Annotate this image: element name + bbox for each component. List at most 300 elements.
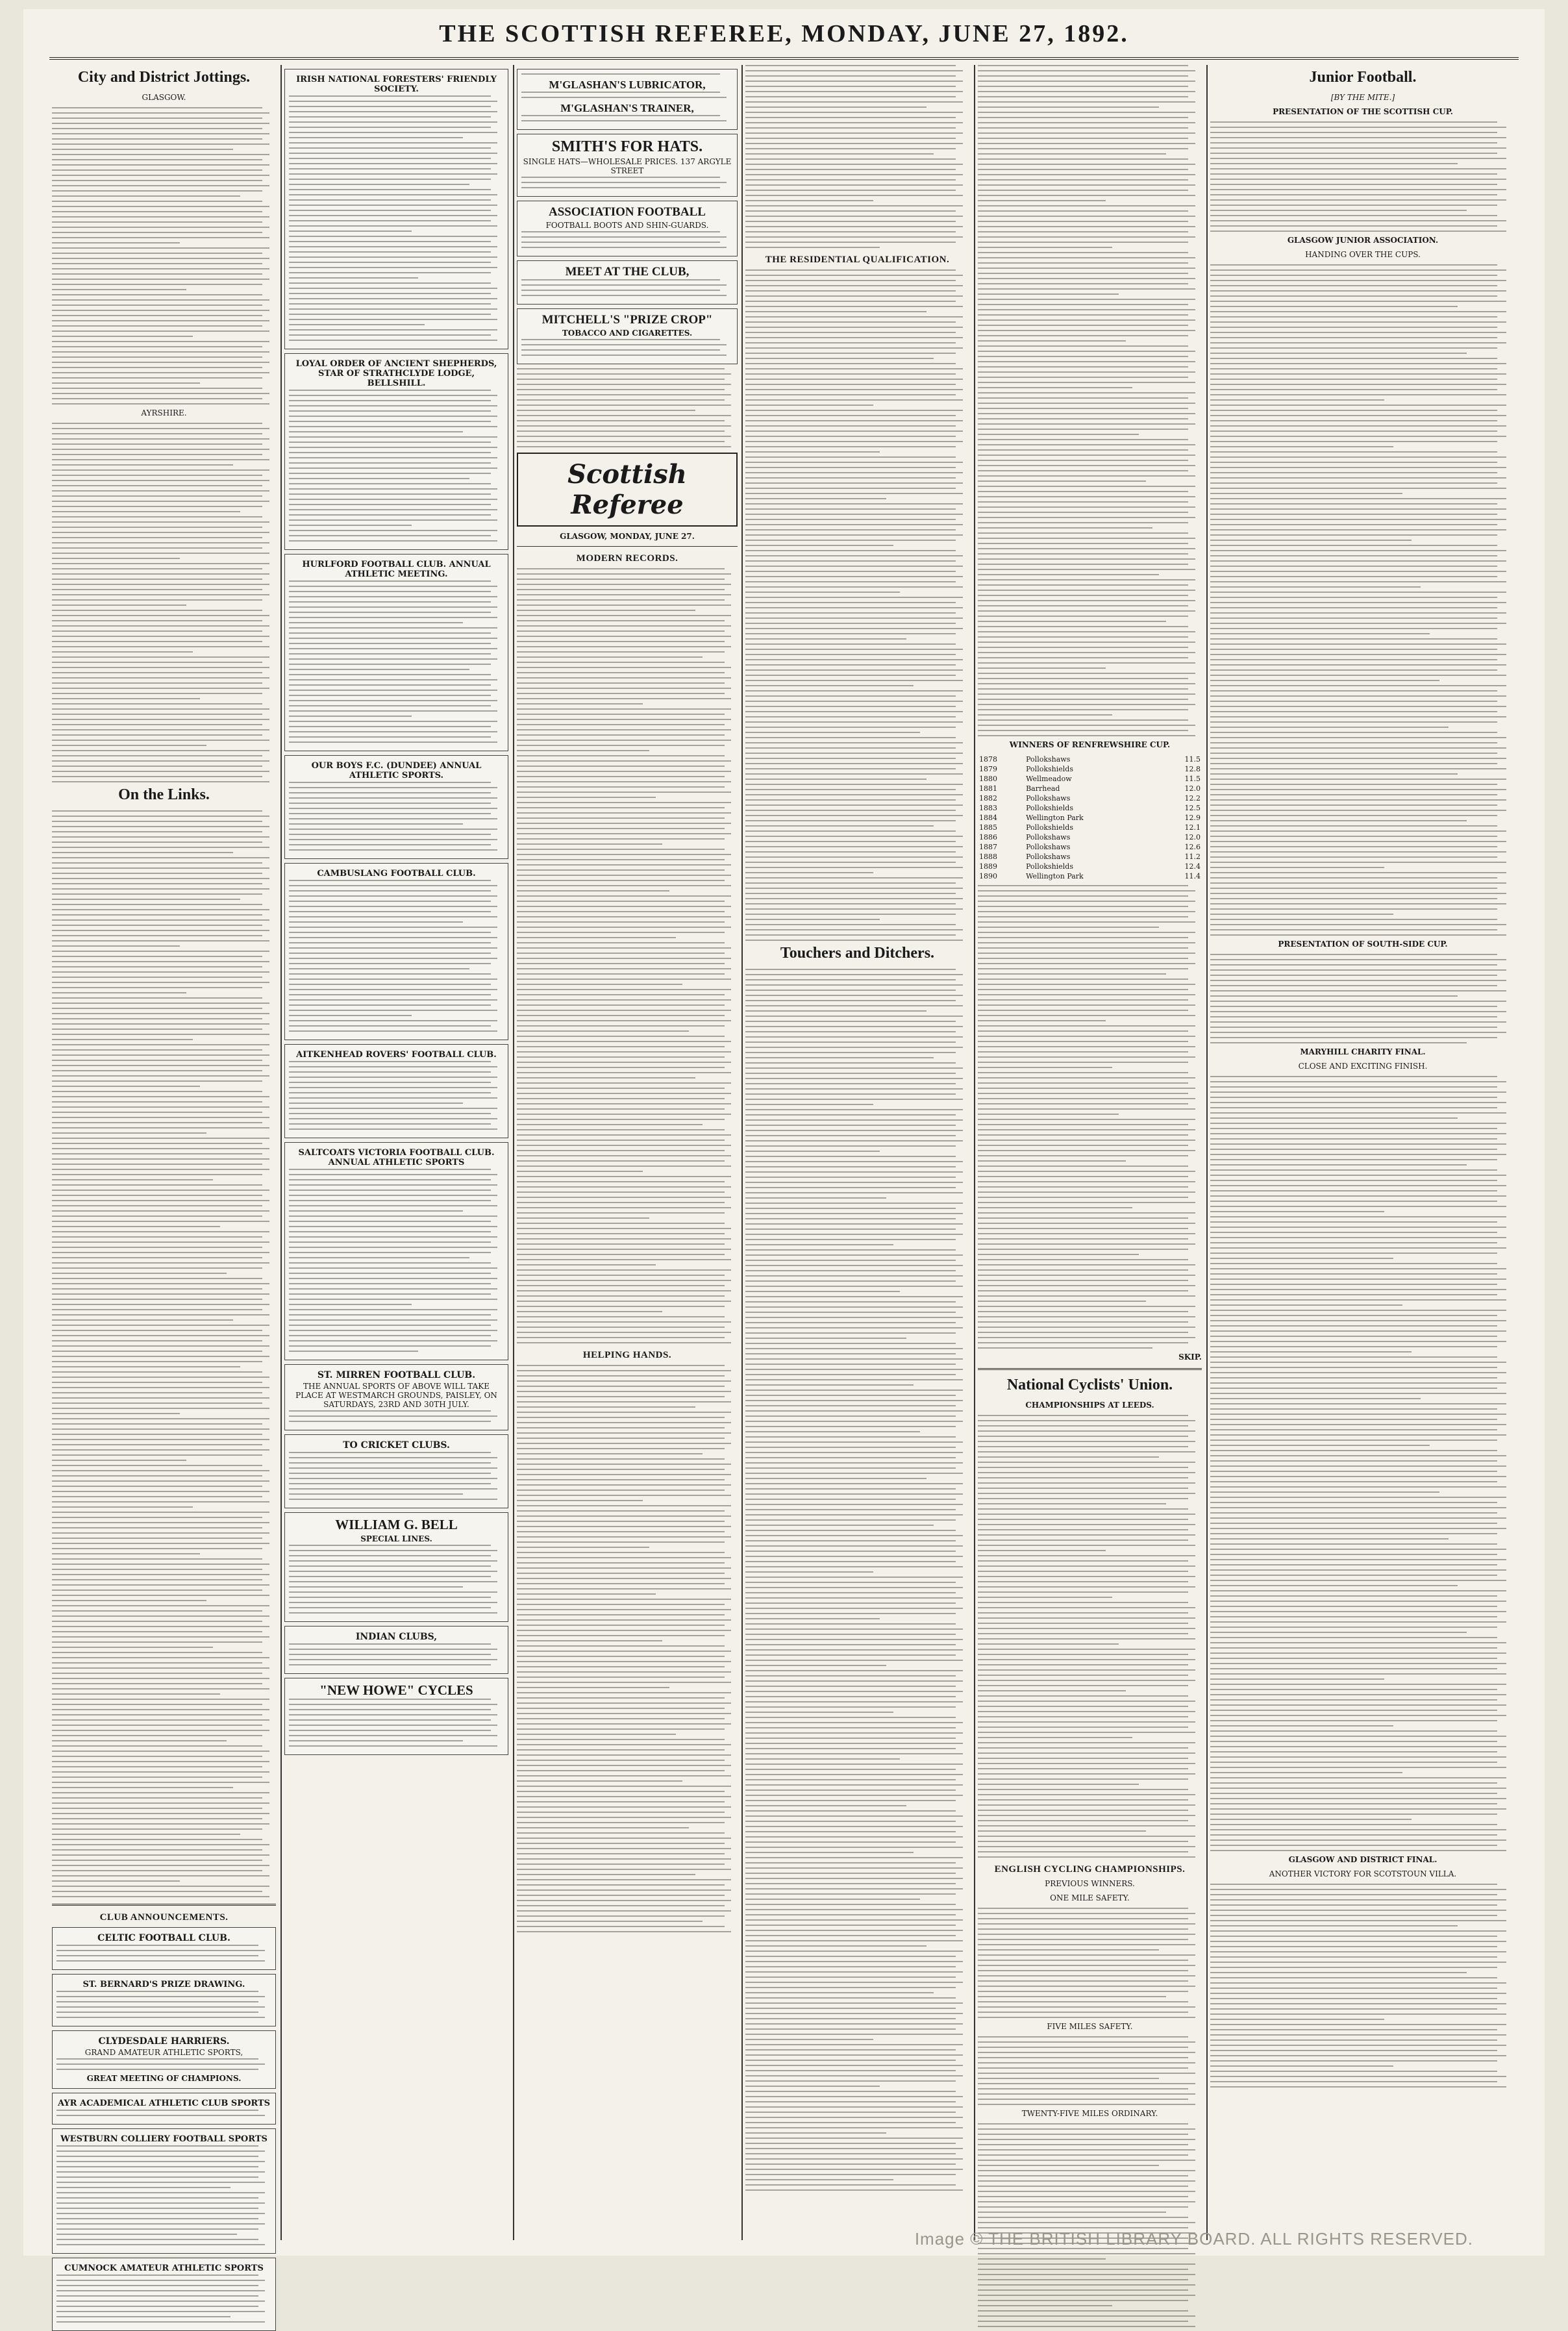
text-line: [1210, 1658, 1497, 1659]
text-line: [978, 1114, 1119, 1115]
text-line: [745, 1597, 963, 1599]
text-line: [1210, 1720, 1497, 1721]
table-cell: 12.6: [1184, 843, 1201, 851]
text-line: [52, 1356, 269, 1357]
text-line: [745, 919, 880, 920]
text-line: [745, 1753, 963, 1754]
text-line: [289, 1309, 497, 1310]
text-line: [289, 742, 497, 743]
text-line: [289, 1602, 497, 1603]
text-line: [745, 1021, 956, 1022]
text-line: [52, 1340, 262, 1341]
text-line: [978, 1851, 1188, 1852]
text-line: [745, 1857, 963, 1858]
text-line: [978, 403, 1195, 404]
text-line: [745, 1670, 963, 1671]
text-line: [745, 929, 963, 930]
text-line: [289, 189, 491, 190]
text-line: [1210, 121, 1497, 123]
text-line: [978, 1565, 1195, 1567]
text-line: [978, 1742, 1195, 1743]
text-line: [289, 1699, 491, 1700]
text-line: [745, 2049, 956, 2051]
text-line: [289, 106, 491, 107]
text-line: [745, 1561, 956, 1562]
text-line: [978, 423, 1195, 425]
text-line: [517, 1588, 731, 1589]
text-line: [745, 1743, 963, 1744]
text-line: [978, 1571, 1188, 1572]
text-line: [517, 1422, 731, 1423]
text-line: [745, 789, 956, 790]
text-line: [978, 1690, 1126, 1691]
text-line: [978, 1794, 1195, 1795]
text-line: [978, 91, 1195, 92]
text-line: [1210, 436, 1506, 437]
table-row: [978, 842, 1202, 852]
text-line: [1210, 2003, 1506, 2004]
text-line: [517, 1432, 731, 1434]
text-line: [52, 1475, 262, 1477]
text-line: [52, 1886, 269, 1887]
text-line: [517, 1786, 731, 1787]
text-line: [1210, 914, 1393, 915]
text-line: [745, 200, 873, 201]
text-line: [1210, 1351, 1412, 1352]
text-line: [978, 610, 1195, 612]
text-line: [1210, 1538, 1449, 1539]
text-line: [517, 1342, 731, 1343]
text-line: [745, 550, 956, 551]
table-cell: 1884: [979, 814, 997, 822]
text-line: [52, 263, 262, 264]
text-line: [745, 1177, 956, 1178]
text-line: [517, 379, 725, 380]
text-line: [978, 527, 1152, 529]
text-line: [52, 1003, 269, 1004]
text-line: [52, 1652, 262, 1653]
text-line: [517, 1129, 725, 1130]
text-line: [745, 1483, 963, 1484]
text-line: [1210, 1993, 1506, 1994]
text-line: [745, 643, 956, 645]
text-line: [517, 1541, 725, 1543]
text-line: [289, 1066, 497, 1067]
text-line: [978, 2263, 1195, 2265]
text-line: [745, 706, 956, 707]
text-line: [517, 776, 725, 777]
text-line: [978, 247, 1112, 248]
text-line: [289, 580, 491, 582]
text-line: [52, 315, 262, 316]
text-line: [745, 1566, 963, 1567]
text-line: [1210, 1138, 1497, 1140]
divider: [978, 1368, 1202, 1370]
text-line: [289, 1267, 497, 1269]
text-line: [289, 1215, 497, 1217]
text-line: [978, 1462, 1195, 1463]
text-line: [978, 699, 1188, 700]
text-line: [1210, 1154, 1506, 1155]
text-line: [745, 91, 963, 92]
text-line: [745, 1104, 873, 1105]
text-line: [289, 994, 491, 995]
text-line: [1210, 1824, 1497, 1825]
text-line: [745, 1374, 956, 1375]
text-line: [52, 398, 262, 399]
text-line: [289, 334, 491, 336]
text-line: [289, 726, 491, 727]
text-line: [978, 2139, 1195, 2140]
text-line: [289, 1581, 497, 1582]
text-line: [1210, 332, 1506, 333]
text-line: [1210, 1476, 1506, 1477]
text-line: [745, 368, 963, 369]
text-line: [517, 1749, 725, 1751]
text-line: [52, 1460, 186, 1461]
text-line: [978, 1134, 1188, 1136]
text-line: [52, 826, 269, 827]
text-line: [289, 787, 497, 788]
table-cell: 12.0: [1184, 784, 1201, 793]
text-line: [517, 1140, 725, 1141]
text-line: [978, 158, 1188, 160]
text-line: [745, 117, 956, 118]
text-line: [289, 927, 497, 928]
text-line: [1210, 2019, 1384, 2020]
text-line: [1210, 903, 1506, 904]
text-line: [52, 1226, 220, 1227]
text-line: [745, 1841, 956, 1843]
text-line: [1210, 389, 1497, 390]
article-text: [1210, 1884, 1515, 2088]
subheading-previous-winners: PREVIOUS WINNERS.: [1045, 1879, 1135, 1888]
text-line: [56, 2161, 265, 2162]
text-line: [1210, 1377, 1497, 1378]
text-line: [745, 2179, 893, 2180]
text-line: [745, 306, 963, 307]
text-line: [289, 1493, 463, 1495]
text-line: [52, 1309, 262, 1310]
text-line: [745, 1166, 956, 1167]
text-line: [517, 828, 725, 829]
text-line: [978, 1098, 1195, 1099]
text-line: [1210, 363, 1506, 364]
text-line: [1210, 488, 1506, 489]
text-line: [52, 1408, 269, 1409]
text-line: [978, 1628, 1195, 1629]
text-line: [745, 1904, 956, 1905]
text-line: [289, 293, 491, 294]
text-line: [289, 452, 491, 453]
text-line: [52, 1210, 269, 1212]
text-line: [517, 1796, 731, 1797]
text-line: [1210, 1730, 1497, 1732]
text-line: [1210, 851, 1506, 853]
text-line: [517, 641, 725, 642]
text-line: [978, 2088, 1188, 2089]
text-line: [517, 937, 676, 938]
table-cell: Pollokshaws: [1026, 794, 1071, 803]
text-line: [745, 1353, 956, 1354]
text-line: [52, 1387, 269, 1388]
text-line: [289, 823, 463, 825]
text-line: [289, 267, 497, 268]
text-line: [978, 1649, 1195, 1650]
text-line: [1210, 1564, 1497, 1565]
text-line: [52, 464, 233, 466]
text-line: [745, 1410, 963, 1412]
text-line: [1210, 1559, 1506, 1560]
text-line: [52, 336, 193, 337]
text-line: [745, 984, 963, 986]
text-line: [745, 882, 956, 884]
text-line: [745, 1639, 963, 1640]
text-line: [745, 1847, 963, 1848]
text-line: [1210, 1185, 1506, 1186]
text-line: [517, 667, 731, 668]
text-line: [52, 1091, 262, 1092]
text-line: [52, 284, 262, 285]
text-line: [52, 1782, 269, 1783]
article-text: [52, 107, 276, 405]
text-line: [289, 442, 491, 443]
text-line: [978, 890, 1195, 891]
table-cell: Pollokshaws: [1026, 755, 1071, 764]
text-line: [978, 1514, 1195, 1515]
text-line: [978, 1908, 1188, 1909]
text-line: [52, 951, 269, 952]
table-cell: 11.4: [1184, 872, 1201, 880]
text-line: [1210, 1097, 1497, 1098]
text-line: [978, 538, 1195, 539]
text-line: [517, 1412, 731, 1413]
text-line: [745, 2158, 963, 2160]
text-line: [978, 1311, 1188, 1312]
text-line: [745, 1322, 956, 1323]
text-line: [52, 1875, 269, 1876]
text-line: [978, 553, 1188, 555]
text-line: [1210, 2086, 1506, 2088]
text-line: [978, 200, 1106, 201]
text-line: [517, 1114, 731, 1115]
text-line: [517, 999, 731, 1001]
text-line: [745, 1016, 963, 1017]
text-line: [1210, 753, 1497, 754]
text-line: [517, 1197, 731, 1198]
text-line: [745, 1244, 893, 1245]
text-line: [978, 1820, 1188, 1821]
text-line: [52, 1641, 262, 1643]
text-line: [52, 1319, 233, 1321]
text-line: [978, 1758, 1188, 1759]
text-line: [52, 532, 269, 533]
text-line: [978, 96, 1188, 97]
text-line: [978, 1846, 1195, 1847]
text-line: [978, 1316, 1195, 1317]
text-line: [978, 2222, 1195, 2223]
text-line: [289, 1077, 497, 1078]
text-line: [745, 1005, 963, 1006]
text-line: [52, 1751, 269, 1752]
text-line: [52, 930, 269, 931]
text-line: [1210, 675, 1506, 676]
text-line: [52, 1579, 262, 1580]
text-line: [1210, 1580, 1506, 1581]
text-line: [978, 1778, 1188, 1780]
article-text: [52, 810, 276, 1897]
text-line: [978, 973, 1166, 975]
text-line: [52, 1288, 262, 1290]
text-line: [52, 1880, 180, 1882]
text-line: [289, 179, 491, 180]
text-line: [56, 2223, 265, 2225]
text-line: [289, 308, 497, 310]
text-line: [745, 519, 956, 520]
text-line: [978, 205, 1195, 206]
text-line: [56, 2069, 258, 2070]
text-line: [978, 1664, 1188, 1665]
text-line: [745, 1686, 956, 1687]
text-line: [517, 979, 731, 980]
text-line: [745, 2117, 963, 2118]
text-line: [289, 1410, 491, 1412]
text-line: [517, 1332, 731, 1333]
text-line: [289, 1345, 491, 1347]
text-line: [745, 1332, 956, 1334]
text-line: [289, 632, 491, 634]
text-line: [978, 127, 1188, 129]
text-line: [745, 2002, 963, 2004]
text-line: [978, 2149, 1195, 2150]
text-line: [1210, 1325, 1497, 1327]
text-line: [517, 399, 725, 401]
text-line: [1210, 2071, 1497, 2072]
text-line: [745, 1114, 956, 1116]
text-line: [52, 1283, 269, 1284]
text-line: [745, 638, 906, 640]
text-line: [1210, 586, 1421, 588]
text-line: [745, 1883, 956, 1884]
text-line: [52, 1392, 262, 1393]
text-line: [745, 405, 873, 406]
text-line: [517, 1656, 725, 1657]
text-line: [517, 1264, 656, 1265]
text-line: [978, 1576, 1195, 1577]
text-line: [52, 553, 269, 554]
text-line: [289, 288, 497, 289]
text-line: [52, 133, 269, 134]
text-line: [52, 810, 262, 812]
text-line: [52, 776, 262, 777]
text-line: [745, 337, 963, 338]
text-line: [289, 340, 497, 341]
text-line: [52, 1584, 269, 1586]
text-line: [1210, 1982, 1506, 1984]
text-line: [1210, 612, 1506, 614]
text-line: [745, 1976, 956, 1978]
text-line: [978, 2067, 1188, 2069]
text-line: [52, 138, 262, 140]
text-line: [52, 625, 269, 627]
text-line: [517, 968, 731, 969]
text-line: [745, 164, 963, 165]
text-line: [1210, 210, 1467, 211]
text-line: [745, 841, 956, 842]
text-line: [1210, 1767, 1506, 1768]
text-line: [1210, 841, 1506, 842]
text-line: [1210, 1590, 1506, 1591]
text-line: [1210, 1278, 1506, 1280]
text-line: [745, 1348, 963, 1349]
text-line: [745, 617, 963, 619]
text-line: [52, 599, 262, 601]
heading-junior-football: Junior Football.: [1309, 69, 1417, 86]
text-line: [745, 508, 956, 510]
text-line: [745, 1447, 956, 1448]
text-line: [978, 340, 1126, 342]
text-line: [745, 1951, 963, 1952]
text-line: [978, 1347, 1152, 1349]
text-line: [1210, 1533, 1497, 1534]
text-line: [517, 823, 731, 824]
text-line: [289, 1123, 491, 1125]
text-line: [1210, 1632, 1467, 1633]
text-line: [52, 1714, 262, 1715]
text-line: [289, 1319, 497, 1321]
text-line: [289, 1462, 491, 1464]
text-line: [745, 2034, 963, 2035]
text-line: [1210, 954, 1497, 955]
text-line: [978, 1918, 1188, 1919]
text-line: [745, 2106, 963, 2108]
text-line: [745, 836, 963, 837]
text-line: [52, 1257, 262, 1258]
text-line: [745, 1306, 963, 1308]
text-line: [517, 1692, 731, 1693]
text-line: [745, 415, 956, 416]
text-line: [745, 773, 963, 775]
text-line: [978, 1186, 1188, 1188]
table-row: [978, 813, 1202, 823]
text-line: [978, 434, 1139, 435]
text-line: [1210, 1330, 1506, 1332]
text-line: [517, 1088, 725, 1089]
text-line: [745, 420, 963, 421]
text-line: [521, 187, 720, 188]
text-line: [52, 1486, 262, 1487]
text-line: [1210, 163, 1458, 164]
text-line: [517, 1682, 731, 1683]
text-line: [978, 1923, 1195, 1925]
text-line: [521, 279, 720, 280]
text-line: [52, 388, 262, 389]
text-line: [978, 1643, 1119, 1645]
text-line: [517, 662, 725, 663]
text-line: [1210, 1112, 1506, 1114]
text-line: [1210, 560, 1506, 562]
text-line: [289, 262, 491, 263]
column-rule: [280, 65, 282, 2240]
text-line: [289, 684, 491, 686]
text-line: [745, 148, 956, 149]
text-line: [745, 231, 956, 232]
text-line: [745, 1234, 963, 1235]
text-line: [289, 782, 491, 783]
text-line: [56, 2012, 258, 2013]
text-line: [745, 195, 963, 196]
text-line: [978, 1082, 1188, 1084]
